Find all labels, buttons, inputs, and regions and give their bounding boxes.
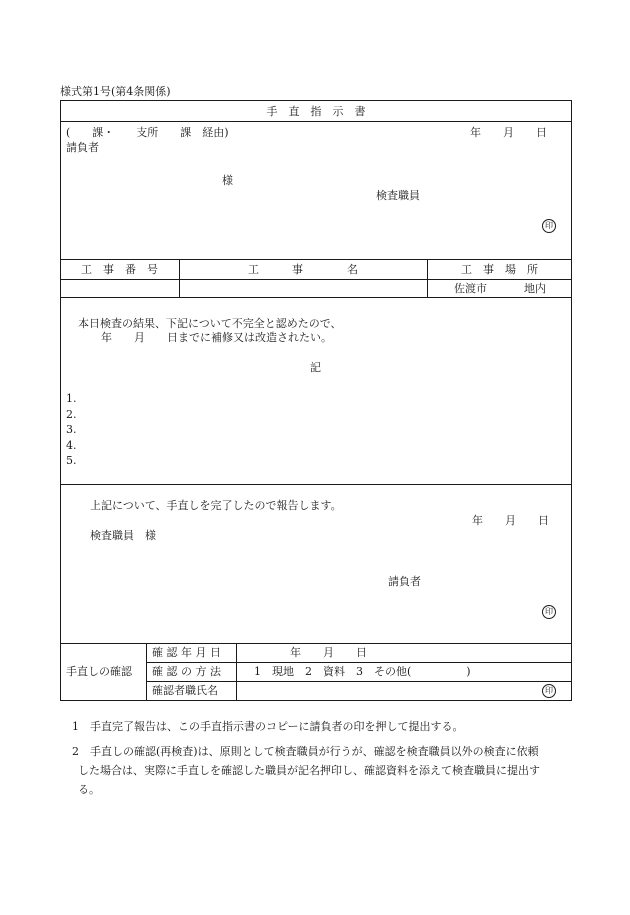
note-1-text: 手直完了報告は、この手直指示書のコピーに請負者の印を押して提出する。: [90, 720, 464, 733]
inspector-label: 検査職員: [376, 189, 420, 202]
confirm-method-label: 確 認 の 方 法: [152, 665, 221, 678]
place-city: 佐渡市: [454, 282, 487, 295]
divider: [236, 643, 237, 701]
col-header-work-number: 工 事 番 号: [81, 263, 158, 276]
seal-icon: 印: [542, 684, 556, 698]
report-contractor: 請負者: [388, 575, 421, 588]
note-2-text-line-1: 手直しの確認(再検査)は、原則として検査職員が行うが、確認を検査職員以外の検査に依頼: [90, 745, 539, 758]
note-1-number: 1: [72, 720, 79, 733]
item-5: 5.: [66, 454, 77, 467]
ki-heading: 記: [310, 361, 321, 374]
confirm-date-value: 年 月 日: [290, 646, 367, 659]
item-3: 3.: [66, 423, 77, 436]
item-2: 2.: [66, 408, 77, 421]
instruction-line-1: 本日検査の結果、下記について不完全と認めたので、: [78, 317, 342, 330]
seal-icon: 印: [542, 605, 556, 619]
col-header-work-place: 工 事 場 所: [461, 263, 538, 276]
report-date: 年 月 日: [472, 514, 549, 527]
divider: [146, 643, 147, 701]
note-2-number: 2: [72, 745, 79, 758]
divider: [60, 484, 572, 485]
divider: [60, 297, 572, 298]
divider: [60, 121, 572, 122]
contractor-label: 請負者: [66, 141, 99, 154]
dept-route-line: ( 課・ 支所 課 経由): [66, 126, 229, 139]
confirmer-name-label: 確認者職氏名: [152, 684, 218, 697]
divider: [60, 259, 572, 260]
form-title: 手 直 指 示 書: [266, 105, 366, 118]
confirm-method-value: 1 現地 2 資料 3 その他( ): [254, 665, 471, 678]
header-date: 年 月 日: [470, 126, 547, 139]
divider: [60, 279, 572, 280]
form-label: 様式第1号(第4条関係): [60, 85, 171, 98]
note-2-text-line-3: る。: [78, 783, 100, 796]
item-1: 1.: [66, 392, 77, 405]
col-header-work-name: 工 事 名: [248, 263, 358, 276]
form-frame: [60, 100, 572, 701]
note-2-text-line-2: した場合は、実際に手直しを確認した職員が記名押印し、確認資料を添えて検査職員に提出す: [78, 764, 540, 777]
seal-icon: 印: [542, 219, 556, 233]
item-4: 4.: [66, 439, 77, 452]
confirm-date-label: 確 認 年 月 日: [152, 646, 221, 659]
place-suffix: 地内: [524, 282, 546, 295]
divider: [146, 681, 572, 682]
confirm-label: 手直しの確認: [66, 665, 132, 678]
report-line: 上記について、手直しを完了したので報告します。: [90, 499, 342, 512]
instruction-line-2: 年 月 日までに補修又は改造されたい。: [101, 331, 332, 344]
honorific-sama: 様: [222, 174, 233, 187]
divider: [146, 662, 572, 663]
divider: [60, 643, 572, 644]
report-inspector: 検査職員 様: [90, 529, 156, 542]
